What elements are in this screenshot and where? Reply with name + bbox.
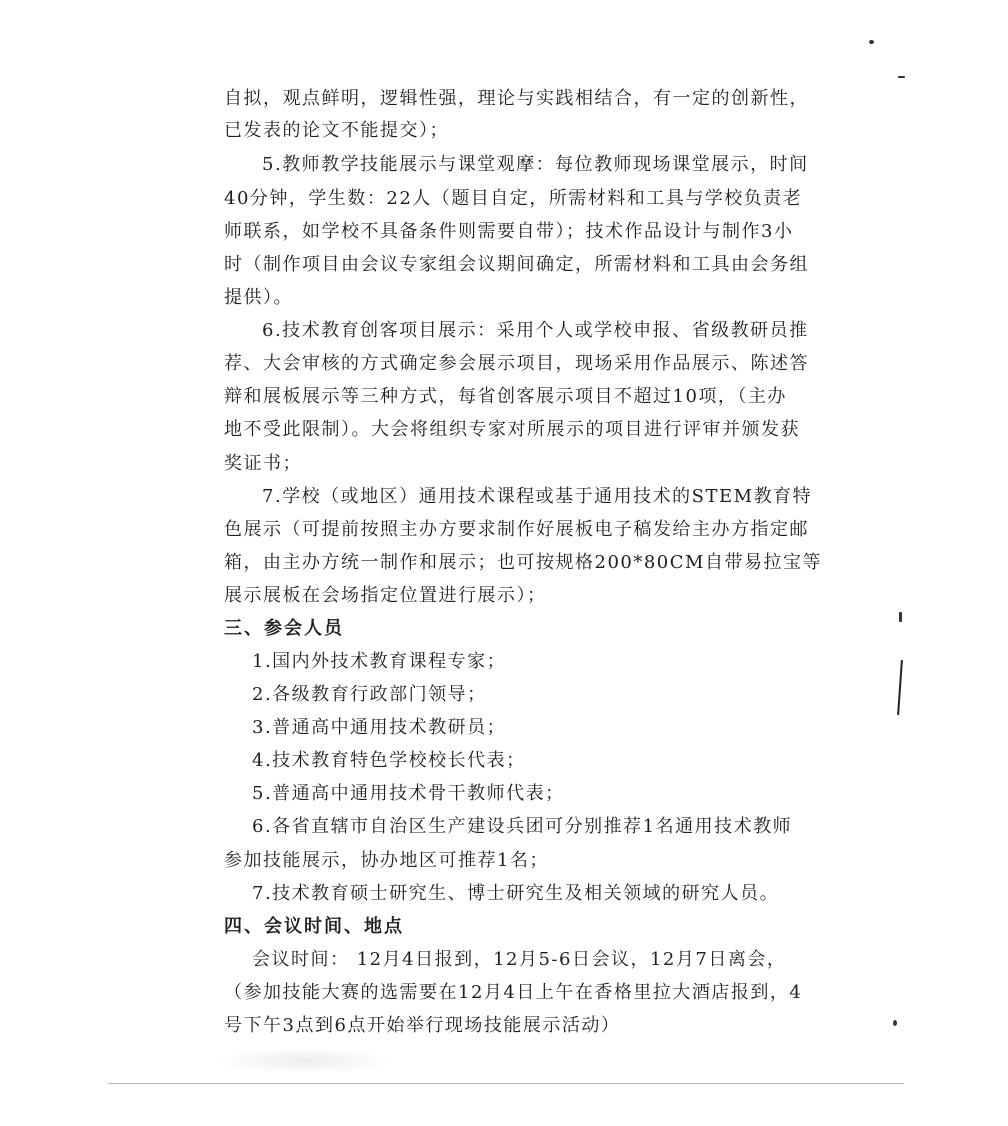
text-line: 提供）。 — [224, 287, 293, 308]
scan-smudge — [215, 1048, 395, 1074]
text-line: 号下午3点到6点开始举行现场技能展示活动） — [224, 1015, 621, 1036]
text-line: 展示展板在会场指定位置进行展示）； — [224, 585, 547, 606]
page-bottom-rule — [108, 1083, 904, 1084]
text-line: 7.学校（或地区）通用技术课程或基于通用技术的STEM教育特 — [262, 486, 813, 507]
text-line: 师联系，如学校不具备条件则需要自带）；技术作品设计与制作3小 — [224, 221, 794, 242]
text-line: 奖证书； — [224, 453, 302, 474]
text-line: 地不受此限制）。大会将组织专家对所展示的项目进行评审并颁发获 — [224, 419, 800, 440]
text-line: 5.教师教学技能展示与课堂观摩：每位教师现场课堂展示，时间 — [262, 154, 809, 175]
text-line: 时（制作项目由会议专家组会议期间确定，所需材料和工具由会务组 — [224, 254, 809, 275]
text-line: 会议时间： 12月4日报到，12月5-6日会议，12月7日离会， — [252, 949, 787, 970]
section-heading: 四、会议时间、地点 — [224, 916, 404, 937]
text-line: 已发表的论文不能提交）； — [224, 120, 449, 141]
scan-artifact-line — [897, 660, 903, 715]
scan-speck — [893, 1020, 897, 1026]
text-line: 辩和展板展示等三种方式，每省创客展示项目不超过10项，（主办 — [224, 386, 787, 407]
list-item: 6.各省直辖市自治区生产建设兵团可分别推荐1名通用技术教师 — [252, 816, 793, 837]
text-line: （参加技能大赛的选需要在12月4日上午在香格里拉大酒店报到，4 — [224, 982, 803, 1003]
section-heading: 三、参会人员 — [224, 618, 344, 639]
text-line: 参加技能展示，协办地区可推荐1名； — [224, 850, 549, 871]
text-line: 荐、大会审核的方式确定参会展示项目，现场采用作品展示、陈述答 — [224, 353, 809, 374]
scan-speck — [869, 40, 874, 44]
list-item: 4.技术教育特色学校校长代表； — [252, 750, 526, 771]
list-item: 5.普通高中通用技术骨干教师代表； — [252, 783, 565, 804]
scan-speck — [899, 612, 902, 622]
scan-speck — [898, 76, 905, 78]
list-item: 2.各级教育行政部门领导； — [252, 684, 487, 705]
list-item: 3.普通高中通用技术教研员； — [252, 717, 507, 738]
list-item: 7.技术教育硕士研究生、博士研究生及相关领域的研究人员。 — [252, 883, 780, 904]
text-line: 40分钟，学生数：22人（题目自定，所需材料和工具与学校负责老 — [224, 188, 803, 209]
text-line: 色展示（可提前按照主办方要求制作好展板电子稿发给主办方指定邮 — [224, 519, 809, 540]
text-line: 箱，由主办方统一制作和展示；也可按规格200*80CM自带易拉宝等 — [224, 552, 822, 573]
list-item: 1.国内外技术教育课程专家； — [252, 651, 507, 672]
text-line: 自拟，观点鲜明，逻辑性强，理论与实践相结合，有一定的创新性， — [224, 88, 809, 109]
text-line: 6.技术教育创客项目展示：采用个人或学校申报、省级教研员推 — [262, 320, 809, 341]
